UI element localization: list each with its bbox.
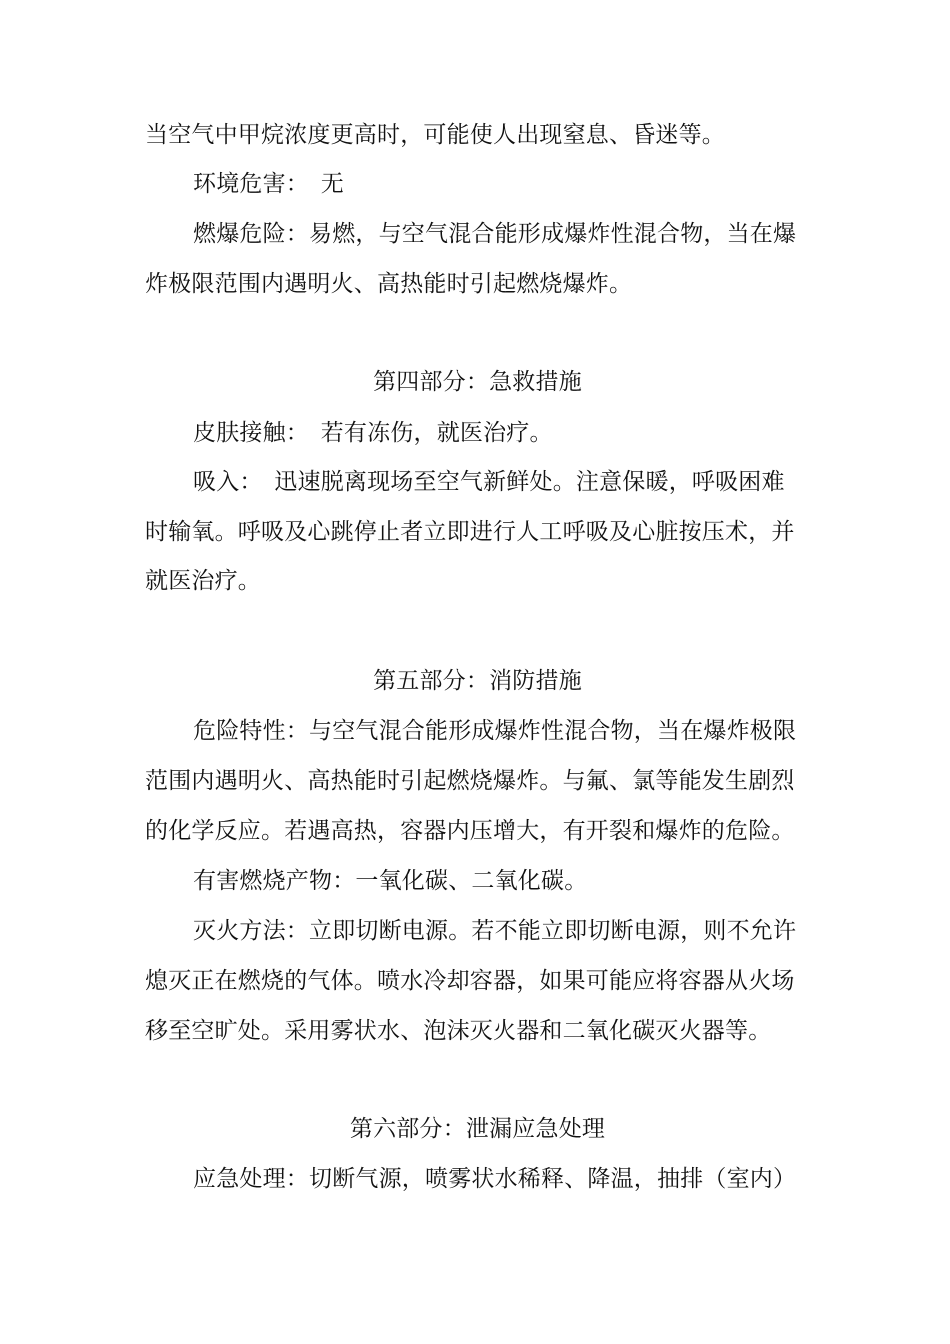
extinguishing-method-line: 灭火方法：立即切断电源。若不能立即切断电源，则不允许 [193,918,797,944]
paragraph-line: 移至空旷处。采用雾状水、泡沫灭火器和二氧化碳灭火器等。 [145,1018,772,1044]
section-heading-first-aid: 第四部分：急救措施 [373,369,582,395]
paragraph-line: 范围内遇明火、高热能时引起燃烧爆炸。与氟、氯等能发生剧烈 [145,768,795,794]
emergency-handling-line: 应急处理：切断气源，喷雾状水稀释、降温，抽排（室内） [193,1166,797,1192]
skin-contact-line: 皮肤接触： 若有冻伤，就医治疗。 [193,420,553,446]
inhalation-line: 吸入： 迅速脱离现场至空气新鲜处。注意保暖，呼吸困难 [193,469,785,495]
explosion-hazard-line: 燃爆危险：易燃，与空气混合能形成爆炸性混合物，当在爆 [193,221,797,247]
paragraph-line: 熄灭正在燃烧的气体。喷水冷却容器，如果可能应将容器从火场 [145,968,795,994]
section-heading-leak-response: 第六部分：泄漏应急处理 [349,1116,606,1142]
paragraph-line: 炸极限范围内遇明火、高热能时引起燃烧爆炸。 [145,271,633,297]
combustion-products-line: 有害燃烧产物：一氧化碳、二氧化碳。 [193,868,588,894]
paragraph-line: 就医治疗。 [145,568,261,594]
paragraph-line: 的化学反应。若遇高热，容器内压增大，有开裂和爆炸的危险。 [145,818,795,844]
hazard-characteristics-line: 危险特性：与空气混合能形成爆炸性混合物，当在爆炸极限 [193,718,797,744]
environment-hazard-line: 环境危害： 无 [193,171,344,197]
paragraph-line: 时输氧。呼吸及心跳停止者立即进行人工呼吸及心脏按压术，并 [145,519,795,545]
paragraph-line: 当空气中甲烷浓度更高时，可能使人出现窒息、昏迷等。 [145,122,725,148]
section-heading-firefighting: 第五部分：消防措施 [373,668,582,694]
